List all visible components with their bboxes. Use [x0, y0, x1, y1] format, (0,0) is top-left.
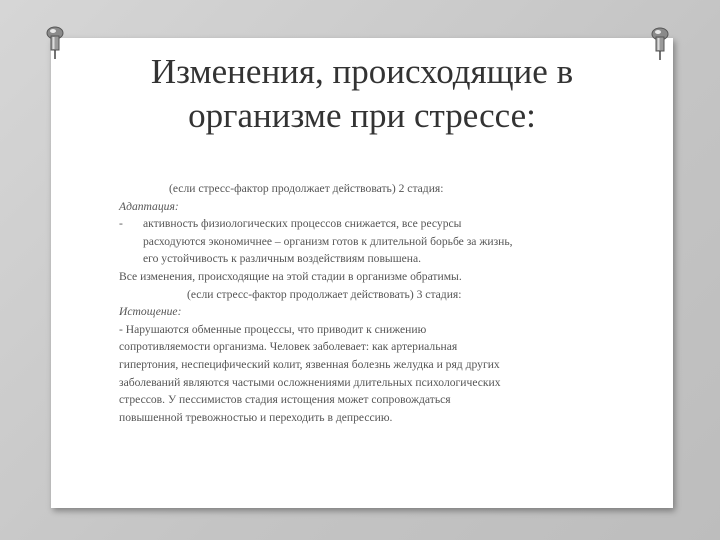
exhaustion-line-1: - Нарушаются обменные процессы, что приводит к снижению: [119, 322, 427, 336]
stage-2-intro: (если стресс-фактор продолжает действовать) 2 стадия:: [169, 182, 444, 195]
adaptation-label: Адаптация:: [119, 199, 179, 213]
bullet-dash: -: [119, 217, 123, 231]
adaptation-text: [143, 215, 513, 268]
reversible-note: Все изменения, происходящие на этой стадии в организме обратимы.: [119, 269, 462, 283]
adaptation-line-2: расходуются экономичнее – организм готов к длительной борьбе за жизнь,: [143, 234, 513, 248]
exhaustion-line-5: стрессов. У пессимистов стадия истощения может сопровождаться: [119, 393, 451, 407]
title-line-2: организме при стрессе:: [188, 96, 536, 135]
exhaustion-line-3: гипертония, неспецифический колит, язвенная болезнь желудка и ряд других: [119, 357, 500, 371]
exhaustion-line-6: повышенной тревожностью и переходить в депрессию.: [119, 410, 393, 424]
adaptation-line-3: его устойчивость к различным воздействиям повышена.: [143, 252, 422, 266]
exhaustion-line-4: заболеваний являются частыми осложнениями длительных психологических: [119, 375, 501, 389]
exhaustion-line-2: сопротивляемости организма. Человек заболевает: как артериальная: [119, 340, 458, 354]
slide-title: [92, 50, 632, 138]
slide-body: [119, 180, 581, 426]
title-line-1: Изменения, происходящие в: [150, 52, 574, 91]
adaptation-bullet: [119, 215, 581, 268]
exhaustion-label: Истощение:: [119, 305, 182, 319]
pushpin-icon: [44, 26, 66, 60]
stage-3-intro: (если стресс-фактор продолжает действовать) 3 стадия:: [187, 287, 462, 301]
pushpin-icon: [649, 27, 671, 61]
adaptation-line-1: активность физиологических процессов снижается, все ресурсы: [143, 217, 462, 231]
